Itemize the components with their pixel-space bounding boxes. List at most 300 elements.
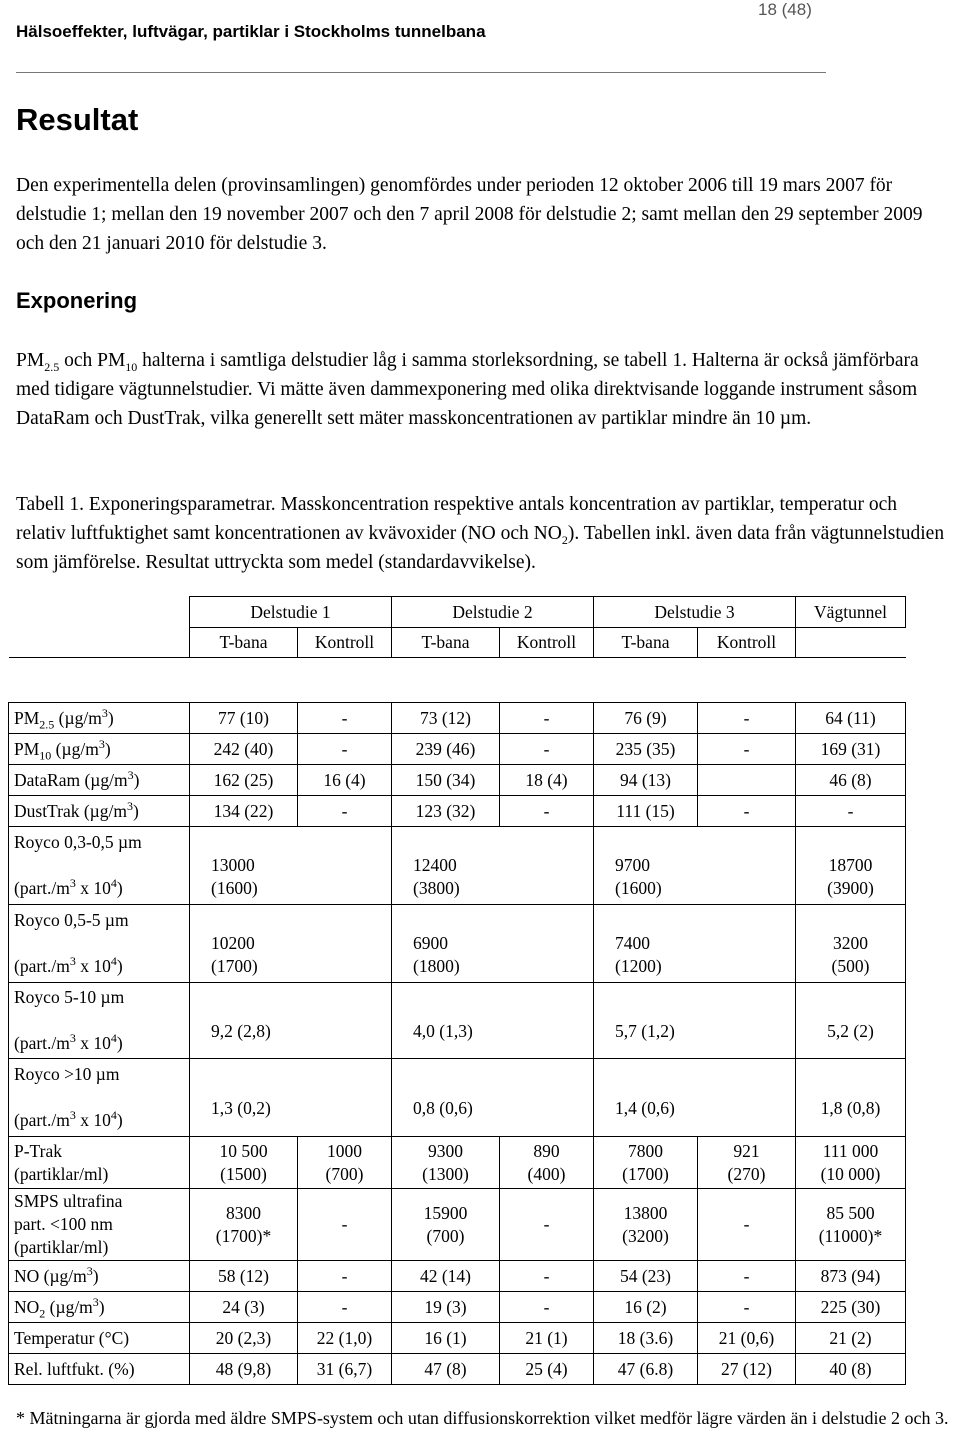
text: Temperatur (°C) bbox=[14, 1327, 130, 1348]
table-cell bbox=[594, 1137, 698, 1189]
text: - bbox=[743, 707, 750, 728]
table-row bbox=[9, 1059, 906, 1137]
text: - bbox=[543, 707, 550, 728]
table-cell bbox=[392, 1137, 500, 1189]
table-cell bbox=[698, 1354, 796, 1385]
subscript: 2.5 bbox=[39, 717, 55, 731]
text: 5,7 (1,2) bbox=[615, 1021, 675, 1041]
text: (µg/m bbox=[54, 707, 102, 728]
text: 890 bbox=[533, 1140, 560, 1161]
column-subheader: Kontroll bbox=[698, 628, 796, 658]
row-label bbox=[9, 1292, 190, 1323]
text: (µg/m bbox=[45, 1296, 93, 1317]
text: 40 (8) bbox=[829, 1358, 872, 1379]
text: 18 (3.6) bbox=[617, 1327, 674, 1348]
table-row bbox=[9, 1189, 906, 1261]
text: 13800 bbox=[623, 1202, 668, 1223]
text: - bbox=[543, 738, 550, 759]
table-cell bbox=[796, 827, 906, 905]
superscript: 3 bbox=[127, 798, 133, 813]
header-rule bbox=[16, 72, 826, 73]
table-cell bbox=[594, 1189, 698, 1261]
running-header-title: Hälsoeffekter, luftvägar, partiklar i Stockholms tunnelbana bbox=[16, 22, 486, 41]
table-row bbox=[9, 765, 906, 796]
table-cell bbox=[500, 1261, 594, 1292]
table-cell bbox=[298, 765, 392, 796]
exposure-table bbox=[8, 596, 906, 1385]
table-cell bbox=[796, 1137, 906, 1189]
table-row bbox=[9, 1354, 906, 1385]
table-cell bbox=[190, 1059, 392, 1137]
column-group-header: Delstudie 2 bbox=[392, 597, 594, 628]
row-label bbox=[9, 983, 190, 1059]
table-row bbox=[9, 703, 906, 734]
table-cell bbox=[594, 1261, 698, 1292]
table-cell bbox=[698, 1137, 796, 1189]
table-spacer-row bbox=[9, 658, 906, 703]
text: 111 (15) bbox=[616, 800, 675, 821]
table-row bbox=[9, 796, 906, 827]
text: (500) bbox=[831, 955, 870, 976]
table-cell bbox=[298, 1137, 392, 1189]
row-label bbox=[9, 734, 190, 765]
text: - bbox=[341, 707, 348, 728]
text: 13000 bbox=[211, 854, 255, 875]
text: (1700)* bbox=[215, 1225, 272, 1246]
text: 9,2 (2,8) bbox=[211, 1021, 271, 1041]
superscript: 4 bbox=[110, 954, 117, 969]
text: PM bbox=[14, 738, 40, 759]
superscript: 3 bbox=[86, 1263, 93, 1278]
text: 1,3 (0,2) bbox=[211, 1098, 271, 1118]
text: (400) bbox=[527, 1163, 566, 1184]
table-cell bbox=[594, 765, 698, 796]
text: NO bbox=[14, 1296, 40, 1317]
table-cell bbox=[190, 1354, 298, 1385]
table-row bbox=[9, 1261, 906, 1292]
pm25-subscript: 2.5 bbox=[44, 359, 60, 374]
text: Royco 5-10 µm bbox=[14, 987, 125, 1007]
table-cell bbox=[392, 765, 500, 796]
text: 20 (2,3) bbox=[215, 1327, 272, 1348]
text: 239 (46) bbox=[415, 738, 476, 759]
table-footnote: * Mätningarna är gjorda med äldre SMPS-system och utan diffusionskorrektion vilket medför lägre värden än i delstudie 2 och 3. bbox=[16, 1408, 949, 1428]
intro-paragraph: Den experimentella delen (provinsamlingen) genomfördes under perioden 12 oktober 2006 till 19 mars 2007 för delstudie 1; mellan den 19 november 2007 och den 7 april 2008 för delstudie 2; samt mellan den 29 september 2009 och den 21 januari 2010 för delstudie 3. bbox=[16, 175, 923, 254]
exposure-paragraph bbox=[16, 346, 946, 433]
superscript: 3 bbox=[69, 876, 76, 891]
column-group-header: Delstudie 3 bbox=[594, 597, 796, 628]
text: - bbox=[743, 1296, 750, 1317]
pm10-text: och PM bbox=[59, 350, 126, 371]
text: (part./m bbox=[14, 1033, 70, 1053]
text: ) bbox=[133, 769, 140, 790]
text: 12400 bbox=[413, 854, 457, 875]
text: (270) bbox=[727, 1163, 766, 1184]
column-subheader: T-bana bbox=[392, 628, 500, 658]
row-label bbox=[9, 1261, 190, 1292]
text: 0,8 (0,6) bbox=[413, 1098, 473, 1118]
table-cell bbox=[500, 796, 594, 827]
text: 47 (8) bbox=[424, 1358, 467, 1379]
table-cell bbox=[500, 1137, 594, 1189]
text: 150 (34) bbox=[415, 769, 476, 790]
table-row bbox=[9, 905, 906, 983]
text: x 10 bbox=[75, 1110, 111, 1130]
text: 7400 bbox=[615, 932, 650, 953]
text: - bbox=[543, 1214, 550, 1234]
table-spacer bbox=[9, 658, 906, 703]
table-row bbox=[9, 1292, 906, 1323]
text: (partiklar/ml) bbox=[14, 1163, 109, 1184]
table-row bbox=[9, 734, 906, 765]
table-cell bbox=[392, 1354, 500, 1385]
text: (1600) bbox=[211, 877, 258, 898]
table-cell bbox=[594, 905, 796, 983]
text: - bbox=[543, 800, 550, 821]
table-cell bbox=[190, 827, 392, 905]
text: PM bbox=[14, 707, 40, 728]
table-cell bbox=[298, 1189, 392, 1261]
table-cell bbox=[298, 734, 392, 765]
table-cell bbox=[392, 1059, 594, 1137]
table-corner bbox=[9, 597, 190, 628]
table-cell bbox=[500, 765, 594, 796]
text: 235 (35) bbox=[615, 738, 676, 759]
text: ) bbox=[116, 1110, 123, 1130]
text: - bbox=[743, 738, 750, 759]
column-subheader: Kontroll bbox=[500, 628, 594, 658]
text: Rel. luftfukt. (%) bbox=[14, 1358, 135, 1379]
text: 9700 bbox=[615, 854, 650, 875]
text: 162 (25) bbox=[213, 769, 274, 790]
subheading-exponering: Exponering bbox=[16, 288, 138, 313]
text: - bbox=[743, 1265, 750, 1286]
text: 22 (1,0) bbox=[316, 1327, 373, 1348]
text: 19 (3) bbox=[424, 1296, 467, 1317]
table-row bbox=[9, 1323, 906, 1354]
table-cell bbox=[594, 734, 698, 765]
subscript: 10 bbox=[39, 748, 52, 762]
table-caption bbox=[16, 490, 946, 577]
table-cell bbox=[796, 1261, 906, 1292]
table-cell bbox=[594, 703, 698, 734]
table-cell bbox=[594, 796, 698, 827]
table-cell bbox=[190, 703, 298, 734]
table-cell bbox=[298, 703, 392, 734]
text: 15900 bbox=[423, 1202, 468, 1223]
text: (3900) bbox=[827, 877, 874, 898]
table-row bbox=[9, 983, 906, 1059]
text: 1,4 (0,6) bbox=[615, 1098, 675, 1118]
text: part. <100 nm bbox=[14, 1214, 113, 1234]
row-label bbox=[9, 827, 190, 905]
table-cell bbox=[500, 1189, 594, 1261]
text: 64 (11) bbox=[825, 707, 876, 728]
text: (700) bbox=[426, 1225, 465, 1246]
column-subheader: Kontroll bbox=[298, 628, 392, 658]
text: 48 (9,8) bbox=[215, 1358, 272, 1379]
table-cell bbox=[190, 905, 392, 983]
text: 16 (2) bbox=[624, 1296, 667, 1317]
text: (1300) bbox=[422, 1163, 469, 1184]
text: - bbox=[341, 738, 348, 759]
caption-part-a: Tabell 1. Exponeringsparametrar. Masskoncentration respektive antals koncentration av partiklar, temperatur och relativ luftfuktighet samt koncentrationen av kvävoxider (NO och NO bbox=[16, 494, 897, 544]
table-cell bbox=[392, 1189, 500, 1261]
text: ) bbox=[92, 1265, 99, 1286]
table-cell bbox=[698, 1189, 796, 1261]
table-cell bbox=[796, 983, 906, 1059]
row-label bbox=[9, 703, 190, 734]
text: 169 (31) bbox=[820, 738, 881, 759]
text: Royco >10 µm bbox=[14, 1064, 120, 1084]
superscript: 3 bbox=[92, 1294, 99, 1309]
table-corner bbox=[9, 628, 190, 658]
table-row bbox=[9, 1137, 906, 1189]
text: ) bbox=[116, 878, 123, 898]
column-subheader: T-bana bbox=[190, 628, 298, 658]
table-cell bbox=[698, 734, 796, 765]
table-cell bbox=[392, 1292, 500, 1323]
table-subheader-row bbox=[9, 628, 906, 658]
text: 94 (13) bbox=[619, 769, 672, 790]
text: P-Trak bbox=[14, 1140, 62, 1161]
text: 46 (8) bbox=[829, 769, 872, 790]
text: 921 bbox=[733, 1140, 760, 1161]
text: (1500) bbox=[220, 1163, 267, 1184]
table-cell bbox=[796, 1059, 906, 1137]
superscript: 3 bbox=[127, 767, 134, 782]
table-cell bbox=[594, 1292, 698, 1323]
table-cell bbox=[698, 1292, 796, 1323]
text: SMPS ultrafina bbox=[14, 1191, 123, 1211]
text: 1,8 (0,8) bbox=[820, 1098, 881, 1118]
text: 10200 bbox=[211, 932, 255, 953]
text: 21 (1) bbox=[525, 1327, 568, 1348]
superscript: 4 bbox=[110, 1108, 117, 1123]
text: 1000 bbox=[327, 1140, 362, 1161]
table-cell bbox=[190, 765, 298, 796]
table-cell bbox=[190, 1189, 298, 1261]
table-cell bbox=[500, 703, 594, 734]
row-label bbox=[9, 1189, 190, 1261]
table-cell bbox=[298, 1323, 392, 1354]
text: 21 (2) bbox=[829, 1327, 872, 1348]
table-cell bbox=[392, 734, 500, 765]
text: x 10 bbox=[75, 956, 111, 976]
section-title: Resultat bbox=[16, 102, 139, 137]
table-cell bbox=[594, 1323, 698, 1354]
pm10-subscript: 10 bbox=[125, 359, 138, 374]
text: 18 (4) bbox=[525, 769, 568, 790]
text: (part./m bbox=[14, 956, 70, 976]
text: NO (µg/m bbox=[14, 1265, 87, 1286]
table-cell bbox=[500, 1354, 594, 1385]
text: (µg/m bbox=[51, 738, 99, 759]
text: (part./m bbox=[14, 1110, 70, 1130]
table-cell bbox=[298, 796, 392, 827]
text: 27 (12) bbox=[720, 1358, 773, 1379]
table-cell bbox=[500, 1323, 594, 1354]
row-label bbox=[9, 796, 190, 827]
table-cell bbox=[190, 1292, 298, 1323]
table-cell bbox=[190, 1261, 298, 1292]
text: - bbox=[341, 1214, 348, 1234]
table-cell bbox=[392, 796, 500, 827]
text: Royco 0,5-5 µm bbox=[14, 910, 129, 930]
table-cell bbox=[500, 1292, 594, 1323]
superscript: 3 bbox=[69, 1031, 76, 1046]
text: 85 500 bbox=[826, 1202, 875, 1223]
text: 111 000 bbox=[822, 1140, 879, 1161]
table-cell bbox=[796, 1292, 906, 1323]
text: 10 500 bbox=[219, 1140, 268, 1161]
table-cell bbox=[698, 1323, 796, 1354]
text: x 10 bbox=[75, 1033, 111, 1053]
caption-subscript: 2 bbox=[561, 532, 568, 547]
text: Royco 0,3-0,5 µm bbox=[14, 832, 142, 852]
pm25-text: PM bbox=[16, 350, 45, 371]
table-cell bbox=[594, 1354, 698, 1385]
text: - bbox=[743, 1214, 750, 1234]
table-cell bbox=[298, 1261, 392, 1292]
table-cell bbox=[796, 1323, 906, 1354]
text: 6900 bbox=[413, 932, 448, 953]
text: 73 (12) bbox=[419, 707, 472, 728]
text: ) bbox=[133, 800, 139, 821]
text: 873 (94) bbox=[820, 1265, 881, 1286]
text: (700) bbox=[325, 1163, 364, 1184]
text: 25 (4) bbox=[525, 1358, 568, 1379]
subscript: 2 bbox=[39, 1306, 46, 1320]
text: 7800 bbox=[628, 1140, 663, 1161]
text: ) bbox=[116, 1033, 123, 1053]
text: 16 (1) bbox=[424, 1327, 467, 1348]
text: 8300 bbox=[226, 1202, 261, 1223]
text: (3800) bbox=[413, 877, 460, 898]
page-number: 18 (48) bbox=[758, 0, 812, 19]
text: 77 (10) bbox=[217, 707, 270, 728]
text: (1600) bbox=[615, 877, 662, 898]
table-cell bbox=[190, 983, 392, 1059]
table-blank bbox=[796, 628, 906, 658]
row-label bbox=[9, 1137, 190, 1189]
table-cell bbox=[698, 796, 796, 827]
table-cell bbox=[796, 1189, 906, 1261]
text: 4,0 (1,3) bbox=[413, 1021, 473, 1041]
text: - bbox=[341, 800, 348, 821]
column-group-header: Vägtunnel bbox=[796, 597, 906, 628]
text: (1200) bbox=[615, 955, 662, 976]
text: 242 (40) bbox=[213, 738, 274, 759]
text: - bbox=[743, 800, 750, 821]
text: 5,2 (2) bbox=[827, 1021, 874, 1041]
superscript: 3 bbox=[69, 1108, 76, 1123]
row-label bbox=[9, 1354, 190, 1385]
table-cell bbox=[298, 1292, 392, 1323]
text: 76 (9) bbox=[624, 707, 667, 728]
text: 42 (14) bbox=[419, 1265, 472, 1286]
exposure-text: halterna i samtliga delstudier låg i samma storleksordning, se tabell 1. Halterna är också jämförbara med tidigare vägtunnelstudier. Vi mätte även dammexponering med olika direktvisande loggande instrument såsom DataRam och DustTrak, vilka generellt sett mäter masskoncentrationen av partiklar mindre än 10 µm. bbox=[16, 350, 919, 429]
text: ) bbox=[98, 1296, 105, 1317]
table-cell bbox=[796, 734, 906, 765]
text: - bbox=[543, 1265, 550, 1286]
table-cell bbox=[190, 1323, 298, 1354]
text: 21 (0,6) bbox=[718, 1327, 775, 1348]
superscript: 4 bbox=[110, 1031, 117, 1046]
text: 225 (30) bbox=[820, 1296, 881, 1317]
table-cell bbox=[298, 1354, 392, 1385]
caption-part-b: ). Tabellen inkl. även data från vägtunnelstudien som jämförelse. Resultat uttryckta som medel (standardavvikelse). bbox=[16, 523, 945, 573]
table-cell bbox=[392, 827, 594, 905]
table-cell bbox=[796, 1354, 906, 1385]
text: 47 (6.8) bbox=[617, 1358, 674, 1379]
table-cell bbox=[190, 796, 298, 827]
table-cell bbox=[796, 703, 906, 734]
table-cell bbox=[392, 983, 594, 1059]
table-cell bbox=[190, 1137, 298, 1189]
table-cell bbox=[392, 1323, 500, 1354]
row-label bbox=[9, 1323, 190, 1354]
text: (part./m bbox=[14, 878, 70, 898]
text: ) bbox=[104, 738, 111, 759]
table-cell bbox=[392, 703, 500, 734]
table-cell bbox=[698, 765, 796, 796]
text: 123 (32) bbox=[415, 800, 476, 821]
text: 24 (3) bbox=[222, 1296, 265, 1317]
text: 3200 bbox=[833, 932, 868, 953]
table-cell bbox=[190, 734, 298, 765]
column-group-header: Delstudie 1 bbox=[190, 597, 392, 628]
table-cell bbox=[796, 796, 906, 827]
text: - bbox=[847, 800, 854, 821]
table-cell bbox=[594, 983, 796, 1059]
table-cell bbox=[392, 905, 594, 983]
text: ) bbox=[107, 707, 114, 728]
superscript: 4 bbox=[110, 876, 117, 891]
text: 18700 bbox=[828, 854, 873, 875]
superscript: 3 bbox=[101, 705, 108, 720]
text: - bbox=[543, 1296, 550, 1317]
text: 31 (6,7) bbox=[316, 1358, 373, 1379]
row-label bbox=[9, 905, 190, 983]
text: 54 (23) bbox=[619, 1265, 672, 1286]
superscript: 3 bbox=[98, 736, 105, 751]
table-cell bbox=[796, 905, 906, 983]
table-header-row bbox=[9, 597, 906, 628]
row-label bbox=[9, 1059, 190, 1137]
row-label bbox=[9, 765, 190, 796]
text: (3200) bbox=[622, 1225, 669, 1246]
table-cell bbox=[796, 765, 906, 796]
table-cell bbox=[594, 1059, 796, 1137]
table-cell bbox=[698, 703, 796, 734]
text: (10 000) bbox=[820, 1163, 881, 1184]
text: (partiklar/ml) bbox=[14, 1237, 109, 1257]
table-cell bbox=[698, 1261, 796, 1292]
text: (1700) bbox=[622, 1163, 669, 1184]
column-subheader: T-bana bbox=[594, 628, 698, 658]
text: ) bbox=[116, 956, 123, 976]
text: DataRam (µg/m bbox=[14, 769, 128, 790]
text: (1800) bbox=[413, 955, 460, 976]
text: (1700) bbox=[211, 955, 258, 976]
text: 9300 bbox=[428, 1140, 463, 1161]
table-cell bbox=[500, 734, 594, 765]
text: - bbox=[341, 1296, 348, 1317]
text: - bbox=[341, 1265, 348, 1286]
text: 16 (4) bbox=[323, 769, 366, 790]
text: 134 (22) bbox=[213, 800, 274, 821]
